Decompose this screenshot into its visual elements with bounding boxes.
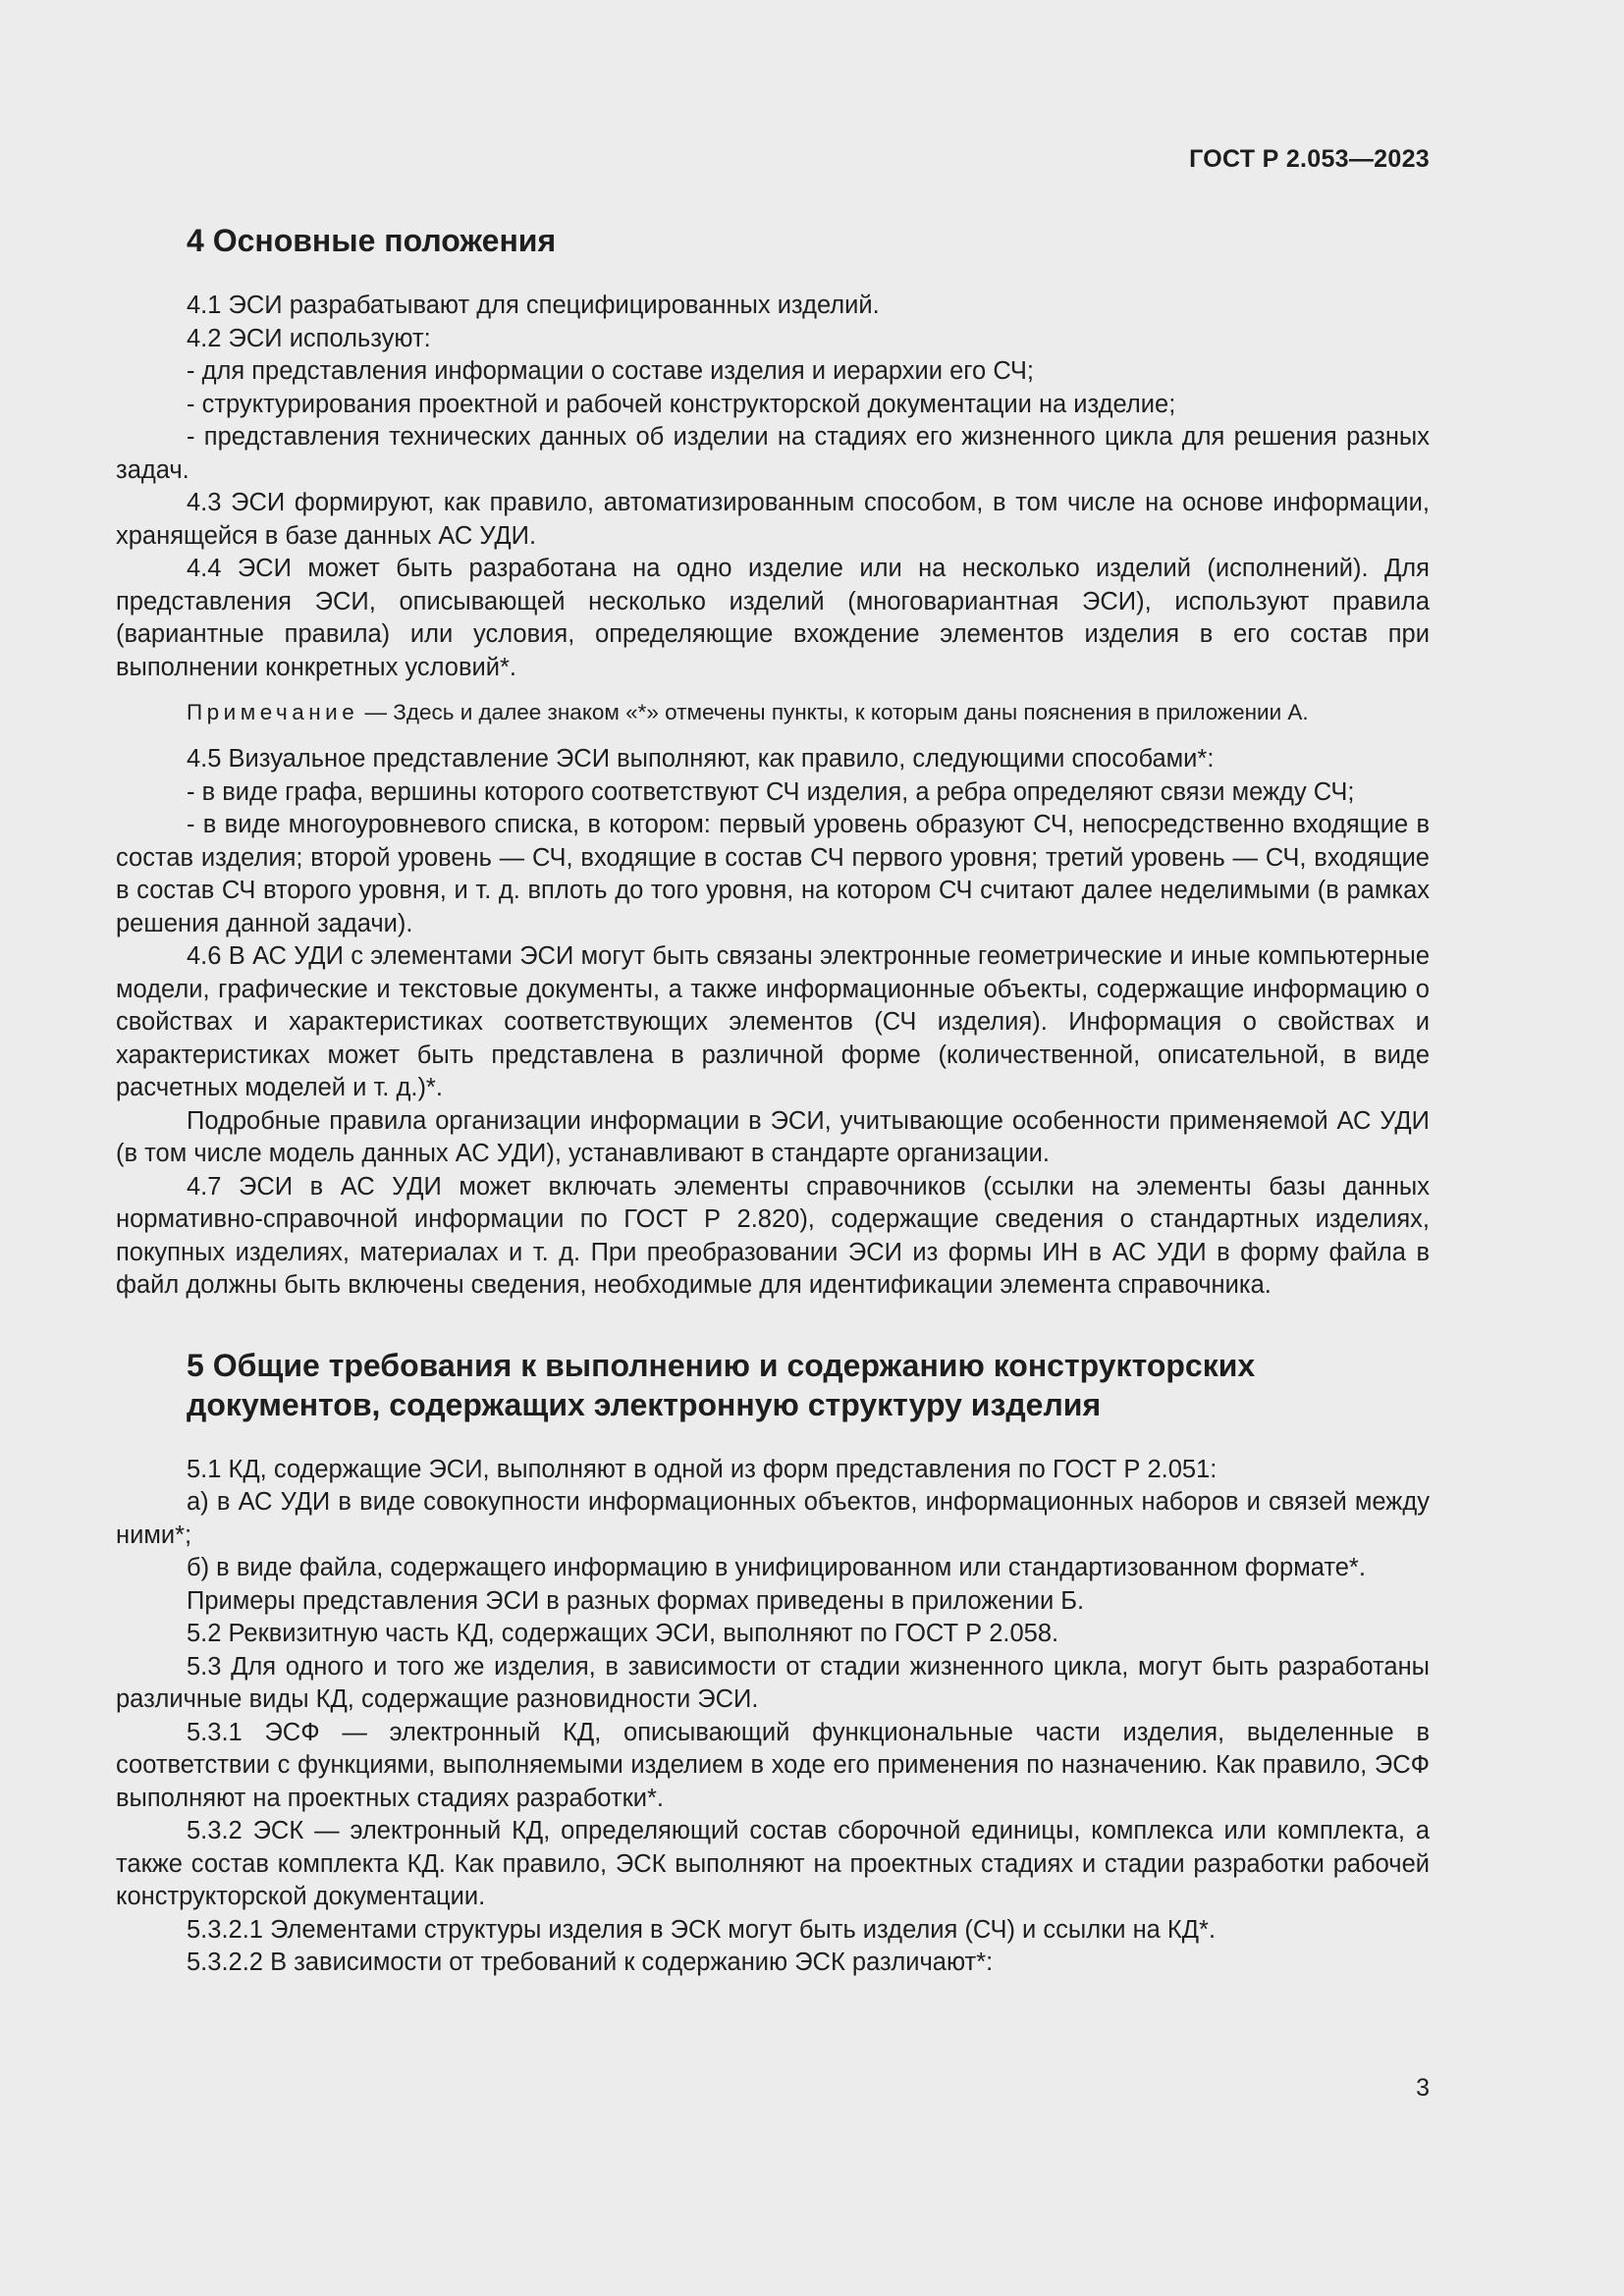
clause-4-1: 4.1 ЭСИ разрабатывают для специфицированных изделий. [187, 292, 880, 319]
list-item: - для представления информации о составе изделия и иерархии его СЧ; [187, 357, 1034, 385]
page-number: 3 [1416, 2074, 1430, 2102]
section-4-heading: 4 Основные положения [187, 223, 557, 258]
list-item: - представления технических данных об изделии на стадиях его жизненного цикла для решения разных задач. [116, 423, 1430, 484]
list-item: - в виде графа, вершины которого соответствуют СЧ изделия, а ребра определяют связи между СЧ; [187, 777, 1355, 806]
list-item: - структурирования проектной и рабочей конструкторской документации на изделие; [187, 390, 1176, 418]
clause-5-1: 5.1 КД, содержащие ЭСИ, выполняют в одной из форм представления по ГОСТ Р 2.051: [187, 1455, 1218, 1483]
clause-5-3: 5.3 Для одного и того же изделия, в зависимости от стадии жизненного цикла, могут быть разработаны различные виды КД, содержащие разновидности ЭСИ. [116, 1652, 1430, 1713]
clause-4-3: 4.3 ЭСИ формируют, как правило, автоматизированным способом, в том числе на основе информации, хранящейся в базе данных АС УДИ. [116, 489, 1430, 550]
paragraph: Примеры представления ЭСИ в разных формах приведены в приложении Б. [187, 1586, 1085, 1615]
clause-4-7: 4.7 ЭСИ в АС УДИ может включать элементы справочников (ссылки на элементы базы данных нормативно-справочной информации по ГОСТ Р 2.820), содержащие сведения о стандартных изделиях, покупных изделиях, материалах и т. д. При преобразовании ЭСИ из формы ИН в АС УДИ в форму файла в файл должны быть включены сведения, необходимые для идентификации элемента справочника. [116, 1172, 1430, 1299]
clause-4-2: 4.2 ЭСИ используют: [187, 324, 431, 352]
list-item: б) в виде файла, содержащего информацию в унифицированном или стандартизованном формате*. [187, 1554, 1366, 1581]
clause-4-6: 4.6 В АС УДИ с элементами ЭСИ могут быть связаны электронные геометрические и иные компьютерные модели, графические и текстовые документы, а также информационные объекты, содержащие информацию о свойствах и характеристиках соответствующих элементов (СЧ изделия). Информация о свойствах и характеристиках может быть представлена в различной форме (количественной, описательной, в виде расчетных моделей и т. д.)*. [116, 942, 1430, 1101]
clause-5-2: 5.2 Реквизитную часть КД, содержащих ЭСИ, выполняют по ГОСТ Р 2.058. [187, 1620, 1059, 1647]
clause-5-3-2: 5.3.2 ЭСК — электронный КД, определяющий состав сборочной единицы, комплекса или комплекта, а также состав комплекта КД. Как правило, ЭСК выполняют на проектных стадиях и стадии разработки рабочей конструкторской документации. [116, 1817, 1430, 1910]
clause-4-4: 4.4 ЭСИ может быть разработана на одно изделие или на несколько изделий (исполнений). Для представления ЭСИ, описывающей несколько изделий (многовариантная ЭСИ), используют правила (вариантные правила) или условия, определяющие вхождение элементов изделия в его состав при выполнении конкретных условий*. [116, 555, 1430, 681]
note [116, 698, 1430, 727]
paragraph: Подробные правила организации информации в ЭСИ, учитывающие особенности применяемой АС УДИ (в том числе модель данных АС УДИ), устанавливают в стандарте организации. [116, 1106, 1430, 1167]
note-label: Примечание [187, 700, 359, 724]
clause-5-3-2-2: 5.3.2.2 В зависимости от требований к содержанию ЭСК различают*: [187, 1949, 994, 1976]
clause-5-3-2-1: 5.3.2.1 Элементами структуры изделия в ЭСК могут быть изделия (СЧ) и ссылки на КД*. [187, 1915, 1217, 1944]
page-content [116, 221, 1430, 1980]
document-designation: ГОСТ Р 2.053—2023 [1189, 145, 1430, 173]
clause-4-5: 4.5 Визуальное представление ЭСИ выполняют, как правило, следующими способами*: [187, 745, 1215, 773]
clause-5-3-1: 5.3.1 ЭСФ — электронный КД, описывающий функциональные части изделия, выделенные в соответствии с функциями, выполняемыми изделием в ходе его применения по назначению. Как правило, ЭСФ выполняют на проектных стадиях разработки*. [116, 1718, 1430, 1812]
section-5-heading: 5 Общие требования к выполнению и содержанию конструкторских документов, содержащих электронную структуру изделия [187, 1347, 1256, 1422]
list-item: а) в АС УДИ в виде совокупности информационных объектов, информационных наборов и связей между ними*; [116, 1488, 1430, 1549]
note-text: — Здесь и далее знаком «*» отмечены пункты, к которым даны пояснения в приложении А. [358, 700, 1309, 724]
list-item: - в виде многоуровневого списка, в котором: первый уровень образуют СЧ, непосредственно входящие в состав изделия; второй уровень — СЧ, входящие в состав СЧ первого уровня; третий уровень — СЧ, входящие в состав СЧ второго уровня, и т. д. вплоть до того уровня, на котором СЧ считают далее неделимыми (в рамках решения данной задачи). [116, 811, 1430, 937]
